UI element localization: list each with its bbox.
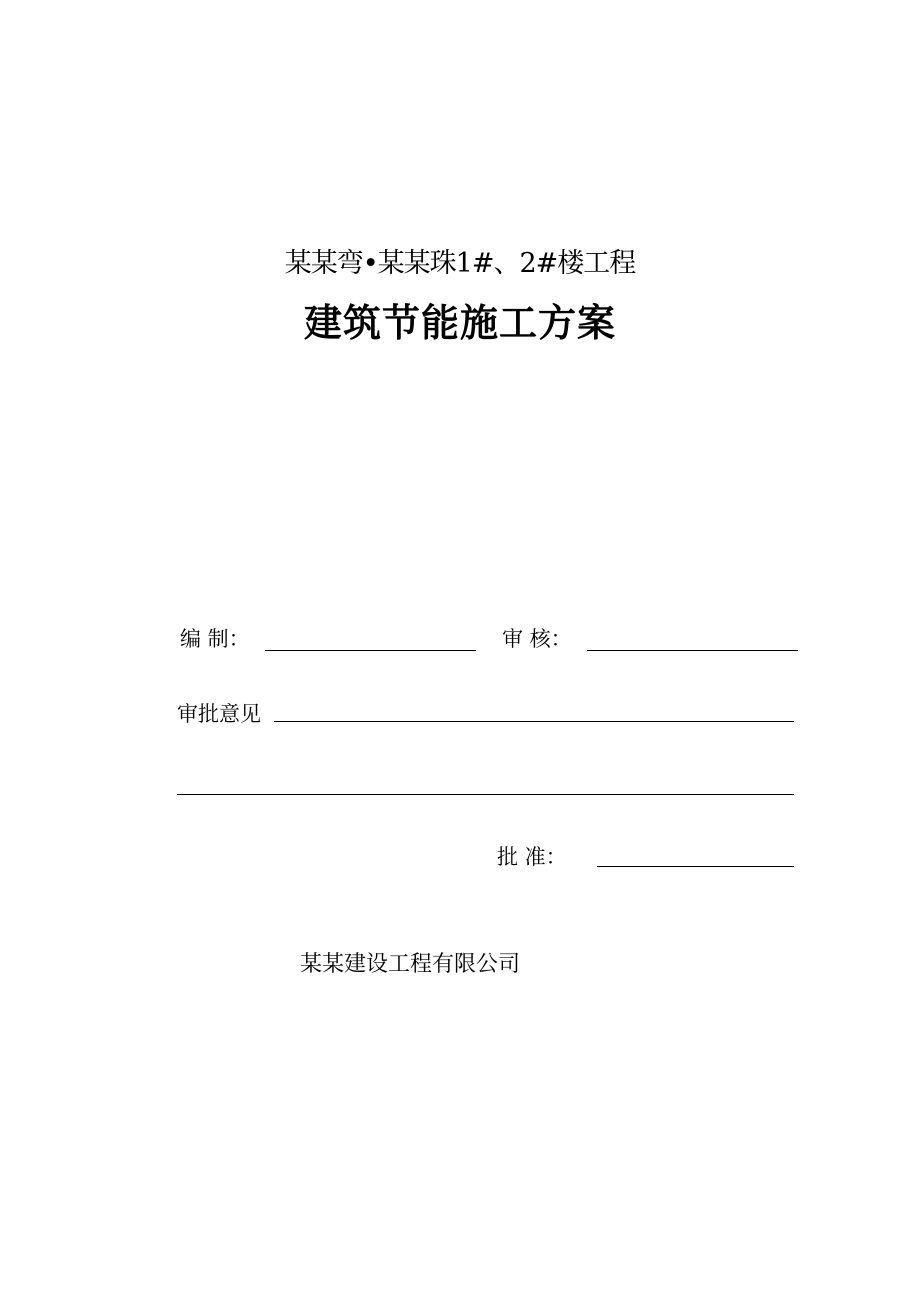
approver-signature-line[interactable] [597, 866, 794, 867]
company-name: 某某建设工程有限公司 [300, 952, 521, 977]
approval-opinion-line-2[interactable] [177, 794, 794, 795]
document-title: 建筑节能施工方案 [303, 300, 616, 345]
approval-opinion-label: 审批意见 [177, 702, 261, 726]
reviewer-signature-line[interactable] [587, 650, 798, 651]
reviewer-label: 审 核： [502, 627, 572, 651]
compiler-signature-line[interactable] [265, 650, 476, 651]
approver-label: 批 准： [497, 845, 567, 869]
approval-opinion-line-1[interactable] [274, 721, 794, 722]
compiler-label: 编 制： [180, 627, 250, 651]
project-subtitle: 某某弯•某某珠1#、2#楼工程 [284, 248, 636, 279]
